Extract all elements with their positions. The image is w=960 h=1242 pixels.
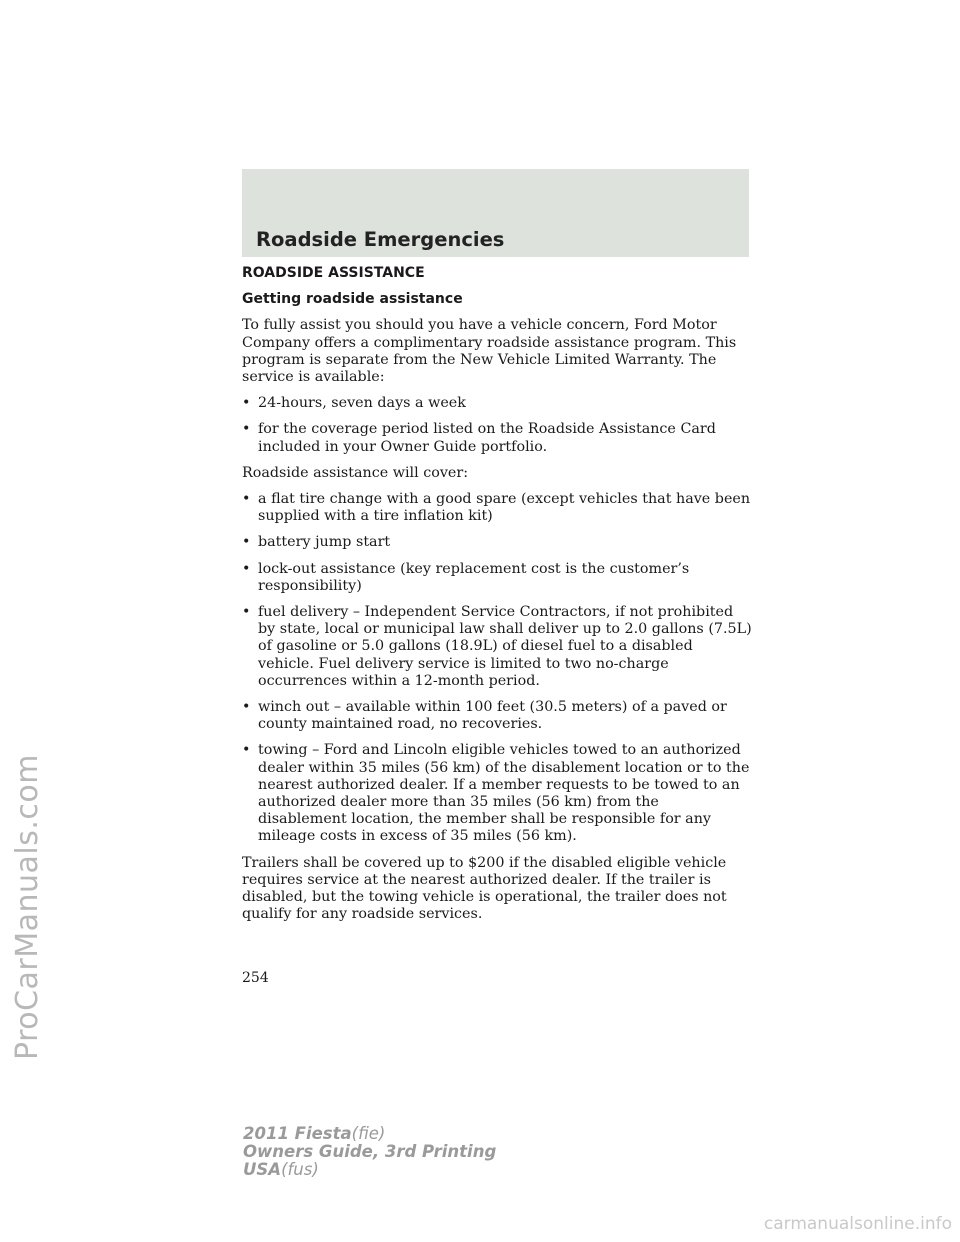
footer-market: USA [243, 1160, 282, 1179]
footer-model: 2011 Fiesta [243, 1124, 352, 1143]
list-item: • fuel delivery – Independent Service Contractors, if not prohibited by state, local or municipal law shall deliver up to 2.0 gallons (7.5L) of gasoline or 5.0 gallons (18.9L) of diesel fuel to a disabled vehicle. Fuel delivery service is limited to two no-charge occurrences within a 12-month period. [242, 604, 752, 689]
page-content [242, 265, 752, 933]
list-item: • winch out – available within 100 feet (30.5 meters) of a paved or county maintained road, no recoveries. [242, 699, 727, 733]
list-item: • 24-hours, seven days a week [242, 395, 466, 412]
list-item: • battery jump start [242, 534, 391, 551]
coverage-intro: Roadside assistance will cover: [242, 464, 469, 481]
list-item: • a flat tire change with a good spare (except vehicles that have been supplied with a tire inflation kit) [242, 491, 751, 525]
section-header-bar [242, 169, 749, 257]
footer-printing-info [243, 1125, 496, 1179]
availability-list [242, 395, 752, 456]
bullet-icon: • [242, 560, 251, 577]
chapter-title: Roadside Emergencies [256, 228, 505, 251]
footer-market-code: (fus) [281, 1160, 319, 1179]
bullet-icon: • [242, 604, 251, 621]
intro-paragraph: To fully assist you should you have a vehicle concern, Ford Motor Company offers a complimentary roadside assistance program. This program is separate from the New Vehicle Limited Warranty. The service is available: [242, 317, 737, 386]
section-title: ROADSIDE ASSISTANCE [242, 265, 425, 281]
list-item: • for the coverage period listed on the Roadside Assistance Card included in your Owner Guide portfolio. [242, 421, 716, 455]
site-watermark: carmanualsonline.info [763, 1214, 952, 1234]
bullet-icon: • [242, 742, 251, 759]
bullet-icon: • [242, 421, 251, 438]
bullet-icon: • [242, 699, 251, 716]
list-item: • lock-out assistance (key replacement cost is the customer’s responsibility) [242, 560, 690, 594]
footer-model-code: (fie) [351, 1124, 386, 1143]
watermark-text: ProCarManuals.com [10, 753, 45, 1060]
bullet-icon: • [242, 534, 251, 551]
coverage-list [242, 491, 752, 846]
bullet-icon: • [242, 395, 251, 412]
subsection-title: Getting roadside assistance [242, 291, 463, 308]
trailers-paragraph: Trailers shall be covered up to $200 if the disabled eligible vehicle requires service at the nearest authorized dealer. If the trailer is disabled, but the towing vehicle is operational, the trailer does not qualify for any roadside services. [242, 854, 727, 923]
footer-guide: Owners Guide, 3rd Printing [243, 1142, 497, 1161]
list-item: • towing – Ford and Lincoln eligible vehicles towed to an authorized dealer within 35 miles (56 km) of the disablement location or to the nearest authorized dealer. If a member requests to be towed to an authorized dealer more than 35 miles (56 km) from the disablement location, the member shall be responsible for any mileage costs in excess of 35 miles (56 km). [242, 742, 750, 845]
bullet-icon: • [242, 491, 251, 508]
page-number: 254 [242, 970, 269, 986]
